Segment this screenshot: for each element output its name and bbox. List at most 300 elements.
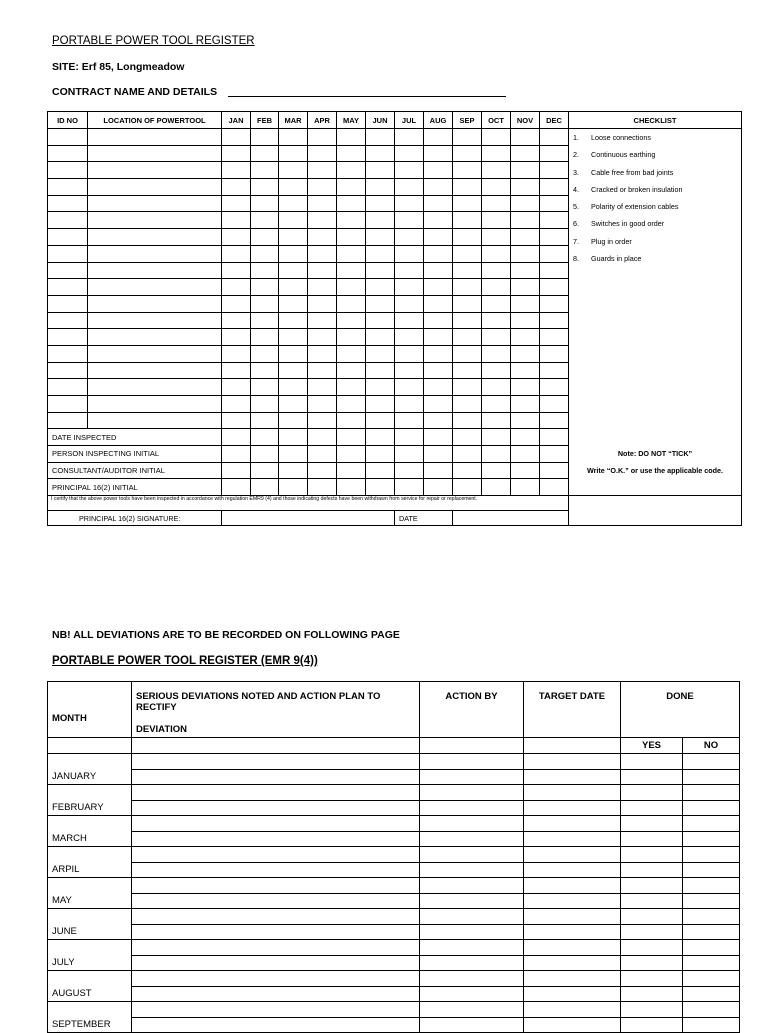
register-cell[interactable] (337, 212, 366, 229)
deviation-cell[interactable] (132, 878, 420, 894)
register-cell[interactable] (251, 162, 279, 179)
register-cell[interactable] (424, 312, 453, 329)
deviation-cell[interactable] (420, 800, 524, 816)
register-cell[interactable] (279, 245, 308, 262)
register-cell[interactable] (88, 262, 222, 279)
footer-cell[interactable] (453, 479, 482, 496)
register-cell[interactable] (337, 379, 366, 396)
deviation-cell[interactable] (524, 924, 621, 940)
register-cell[interactable] (251, 262, 279, 279)
register-cell[interactable] (482, 379, 511, 396)
deviation-cell[interactable] (683, 816, 740, 832)
deviation-cell[interactable] (621, 955, 683, 971)
register-cell[interactable] (540, 295, 569, 312)
footer-cell[interactable] (279, 446, 308, 463)
register-cell[interactable] (453, 195, 482, 212)
register-cell[interactable] (251, 179, 279, 196)
register-cell[interactable] (222, 129, 251, 146)
deviation-cell[interactable] (524, 1017, 621, 1033)
footer-cell[interactable] (251, 479, 279, 496)
register-cell[interactable] (222, 212, 251, 229)
register-cell[interactable] (222, 345, 251, 362)
footer-cell[interactable] (308, 446, 337, 463)
register-cell[interactable] (88, 295, 222, 312)
register-cell[interactable] (482, 412, 511, 429)
deviation-cell[interactable] (524, 955, 621, 971)
register-cell[interactable] (337, 362, 366, 379)
register-cell[interactable] (308, 412, 337, 429)
deviation-cell[interactable] (621, 940, 683, 956)
register-cell[interactable] (308, 129, 337, 146)
register-cell[interactable] (424, 362, 453, 379)
deviation-cell[interactable] (420, 816, 524, 832)
register-cell[interactable] (453, 229, 482, 246)
register-cell[interactable] (482, 162, 511, 179)
register-cell[interactable] (48, 345, 88, 362)
register-cell[interactable] (337, 279, 366, 296)
register-cell[interactable] (453, 412, 482, 429)
register-cell[interactable] (251, 362, 279, 379)
register-cell[interactable] (88, 345, 222, 362)
register-cell[interactable] (366, 329, 395, 346)
deviation-cell[interactable] (132, 893, 420, 909)
footer-cell[interactable] (279, 429, 308, 446)
register-cell[interactable] (540, 412, 569, 429)
deviation-cell[interactable] (524, 986, 621, 1002)
register-cell[interactable] (48, 329, 88, 346)
register-cell[interactable] (482, 345, 511, 362)
footer-cell[interactable] (222, 479, 251, 496)
footer-cell[interactable] (511, 462, 540, 479)
footer-cell[interactable] (337, 462, 366, 479)
deviation-cell[interactable] (524, 847, 621, 863)
footer-cell[interactable] (279, 479, 308, 496)
deviation-cell[interactable] (420, 754, 524, 770)
register-cell[interactable] (366, 362, 395, 379)
register-cell[interactable] (279, 312, 308, 329)
register-cell[interactable] (482, 312, 511, 329)
register-cell[interactable] (366, 212, 395, 229)
register-cell[interactable] (337, 295, 366, 312)
register-cell[interactable] (337, 312, 366, 329)
register-cell[interactable] (337, 396, 366, 413)
deviation-cell[interactable] (132, 754, 420, 770)
deviation-cell[interactable] (621, 754, 683, 770)
footer-cell[interactable] (251, 462, 279, 479)
register-cell[interactable] (424, 245, 453, 262)
register-cell[interactable] (337, 162, 366, 179)
register-cell[interactable] (48, 379, 88, 396)
footer-cell[interactable] (482, 479, 511, 496)
register-cell[interactable] (222, 262, 251, 279)
register-cell[interactable] (48, 412, 88, 429)
deviation-cell[interactable] (621, 1017, 683, 1033)
deviation-cell[interactable] (621, 862, 683, 878)
deviation-cell[interactable] (132, 940, 420, 956)
register-cell[interactable] (424, 396, 453, 413)
deviation-cell[interactable] (132, 971, 420, 987)
register-cell[interactable] (540, 129, 569, 146)
deviation-cell[interactable] (132, 847, 420, 863)
register-cell[interactable] (251, 379, 279, 396)
deviation-cell[interactable] (683, 769, 740, 785)
register-cell[interactable] (279, 162, 308, 179)
register-cell[interactable] (279, 262, 308, 279)
register-cell[interactable] (251, 329, 279, 346)
register-cell[interactable] (279, 412, 308, 429)
register-cell[interactable] (482, 129, 511, 146)
register-cell[interactable] (279, 145, 308, 162)
footer-cell[interactable] (337, 429, 366, 446)
register-cell[interactable] (222, 329, 251, 346)
deviation-cell[interactable] (621, 924, 683, 940)
deviation-cell[interactable] (683, 800, 740, 816)
deviation-cell[interactable] (420, 940, 524, 956)
register-cell[interactable] (88, 312, 222, 329)
deviation-cell[interactable] (683, 986, 740, 1002)
register-cell[interactable] (251, 145, 279, 162)
deviation-cell[interactable] (621, 785, 683, 801)
footer-cell[interactable] (424, 462, 453, 479)
register-cell[interactable] (251, 129, 279, 146)
deviation-cell[interactable] (524, 816, 621, 832)
register-cell[interactable] (482, 212, 511, 229)
register-cell[interactable] (251, 229, 279, 246)
register-cell[interactable] (88, 195, 222, 212)
register-cell[interactable] (540, 145, 569, 162)
register-cell[interactable] (251, 412, 279, 429)
register-cell[interactable] (251, 245, 279, 262)
register-cell[interactable] (453, 179, 482, 196)
register-cell[interactable] (511, 245, 540, 262)
footer-cell[interactable] (540, 429, 569, 446)
deviation-cell[interactable] (524, 831, 621, 847)
register-cell[interactable] (424, 279, 453, 296)
register-cell[interactable] (424, 195, 453, 212)
deviation-cell[interactable] (683, 862, 740, 878)
register-cell[interactable] (366, 145, 395, 162)
register-cell[interactable] (366, 379, 395, 396)
register-cell[interactable] (308, 295, 337, 312)
deviation-cell[interactable] (621, 893, 683, 909)
register-cell[interactable] (482, 329, 511, 346)
register-cell[interactable] (482, 396, 511, 413)
footer-cell[interactable] (395, 446, 424, 463)
register-cell[interactable] (395, 295, 424, 312)
register-cell[interactable] (366, 295, 395, 312)
register-cell[interactable] (222, 179, 251, 196)
footer-cell[interactable] (308, 429, 337, 446)
deviation-cell[interactable] (621, 986, 683, 1002)
register-cell[interactable] (48, 279, 88, 296)
register-cell[interactable] (366, 396, 395, 413)
register-cell[interactable] (511, 312, 540, 329)
register-cell[interactable] (88, 279, 222, 296)
register-cell[interactable] (453, 345, 482, 362)
register-cell[interactable] (48, 312, 88, 329)
footer-cell[interactable] (337, 446, 366, 463)
register-cell[interactable] (88, 245, 222, 262)
footer-cell[interactable] (540, 462, 569, 479)
deviation-cell[interactable] (683, 785, 740, 801)
register-cell[interactable] (222, 162, 251, 179)
register-cell[interactable] (88, 179, 222, 196)
register-cell[interactable] (482, 229, 511, 246)
register-cell[interactable] (395, 396, 424, 413)
deviation-cell[interactable] (420, 831, 524, 847)
deviation-cell[interactable] (132, 986, 420, 1002)
register-cell[interactable] (540, 262, 569, 279)
deviation-cell[interactable] (621, 847, 683, 863)
register-cell[interactable] (395, 145, 424, 162)
register-cell[interactable] (482, 295, 511, 312)
deviation-cell[interactable] (420, 909, 524, 925)
register-cell[interactable] (395, 345, 424, 362)
register-cell[interactable] (395, 362, 424, 379)
register-cell[interactable] (453, 396, 482, 413)
register-cell[interactable] (366, 262, 395, 279)
deviation-cell[interactable] (420, 785, 524, 801)
register-cell[interactable] (48, 262, 88, 279)
register-cell[interactable] (511, 345, 540, 362)
signature-field[interactable] (222, 511, 395, 526)
register-cell[interactable] (222, 245, 251, 262)
register-cell[interactable] (222, 279, 251, 296)
register-cell[interactable] (88, 162, 222, 179)
register-cell[interactable] (482, 179, 511, 196)
register-cell[interactable] (511, 229, 540, 246)
register-cell[interactable] (366, 345, 395, 362)
register-cell[interactable] (482, 362, 511, 379)
register-cell[interactable] (395, 229, 424, 246)
footer-cell[interactable] (366, 446, 395, 463)
register-cell[interactable] (279, 212, 308, 229)
register-cell[interactable] (511, 362, 540, 379)
register-cell[interactable] (366, 279, 395, 296)
deviation-cell[interactable] (683, 924, 740, 940)
footer-cell[interactable] (540, 446, 569, 463)
deviation-cell[interactable] (132, 862, 420, 878)
deviation-cell[interactable] (420, 1002, 524, 1018)
register-cell[interactable] (395, 412, 424, 429)
deviation-cell[interactable] (524, 800, 621, 816)
deviation-cell[interactable] (683, 955, 740, 971)
deviation-cell[interactable] (524, 769, 621, 785)
register-cell[interactable] (88, 129, 222, 146)
footer-cell[interactable] (366, 462, 395, 479)
register-cell[interactable] (337, 229, 366, 246)
register-cell[interactable] (337, 245, 366, 262)
register-cell[interactable] (395, 329, 424, 346)
deviation-cell[interactable] (132, 785, 420, 801)
register-cell[interactable] (251, 279, 279, 296)
register-cell[interactable] (308, 179, 337, 196)
register-cell[interactable] (424, 412, 453, 429)
register-cell[interactable] (424, 345, 453, 362)
register-cell[interactable] (540, 396, 569, 413)
register-cell[interactable] (540, 379, 569, 396)
deviation-cell[interactable] (683, 1017, 740, 1033)
register-cell[interactable] (279, 229, 308, 246)
register-cell[interactable] (251, 345, 279, 362)
register-cell[interactable] (482, 262, 511, 279)
deviation-cell[interactable] (132, 1002, 420, 1018)
register-cell[interactable] (337, 145, 366, 162)
register-cell[interactable] (511, 412, 540, 429)
register-cell[interactable] (48, 179, 88, 196)
register-cell[interactable] (540, 212, 569, 229)
register-cell[interactable] (511, 162, 540, 179)
register-cell[interactable] (453, 245, 482, 262)
register-cell[interactable] (337, 345, 366, 362)
footer-cell[interactable] (251, 446, 279, 463)
deviation-cell[interactable] (132, 831, 420, 847)
register-cell[interactable] (482, 245, 511, 262)
deviation-cell[interactable] (621, 831, 683, 847)
register-cell[interactable] (251, 212, 279, 229)
register-cell[interactable] (424, 179, 453, 196)
register-cell[interactable] (88, 145, 222, 162)
register-cell[interactable] (453, 329, 482, 346)
deviation-cell[interactable] (420, 986, 524, 1002)
register-cell[interactable] (453, 262, 482, 279)
footer-cell[interactable] (453, 462, 482, 479)
register-cell[interactable] (511, 279, 540, 296)
register-cell[interactable] (308, 245, 337, 262)
deviation-cell[interactable] (420, 924, 524, 940)
footer-cell[interactable] (424, 479, 453, 496)
register-cell[interactable] (511, 145, 540, 162)
footer-cell[interactable] (395, 462, 424, 479)
deviation-cell[interactable] (524, 1002, 621, 1018)
register-cell[interactable] (337, 262, 366, 279)
footer-cell[interactable] (279, 462, 308, 479)
register-cell[interactable] (395, 262, 424, 279)
footer-cell[interactable] (222, 462, 251, 479)
footer-cell[interactable] (366, 429, 395, 446)
deviation-cell[interactable] (524, 754, 621, 770)
deviation-cell[interactable] (420, 1017, 524, 1033)
register-cell[interactable] (395, 212, 424, 229)
register-cell[interactable] (308, 262, 337, 279)
register-cell[interactable] (251, 312, 279, 329)
footer-cell[interactable] (337, 479, 366, 496)
register-cell[interactable] (424, 379, 453, 396)
deviation-cell[interactable] (132, 955, 420, 971)
footer-cell[interactable] (482, 462, 511, 479)
register-cell[interactable] (395, 162, 424, 179)
register-cell[interactable] (279, 179, 308, 196)
register-cell[interactable] (308, 195, 337, 212)
register-cell[interactable] (48, 162, 88, 179)
deviation-cell[interactable] (132, 1017, 420, 1033)
register-cell[interactable] (48, 396, 88, 413)
register-cell[interactable] (453, 145, 482, 162)
register-cell[interactable] (308, 229, 337, 246)
deviation-cell[interactable] (132, 924, 420, 940)
register-cell[interactable] (511, 329, 540, 346)
register-cell[interactable] (453, 295, 482, 312)
register-cell[interactable] (222, 379, 251, 396)
footer-cell[interactable] (511, 429, 540, 446)
deviation-cell[interactable] (683, 940, 740, 956)
register-cell[interactable] (424, 329, 453, 346)
deviation-cell[interactable] (621, 971, 683, 987)
register-cell[interactable] (482, 195, 511, 212)
register-cell[interactable] (308, 345, 337, 362)
register-cell[interactable] (88, 379, 222, 396)
footer-cell[interactable] (395, 479, 424, 496)
register-cell[interactable] (395, 245, 424, 262)
register-cell[interactable] (395, 179, 424, 196)
register-cell[interactable] (453, 129, 482, 146)
footer-cell[interactable] (482, 429, 511, 446)
deviation-cell[interactable] (683, 754, 740, 770)
deviation-cell[interactable] (132, 909, 420, 925)
footer-cell[interactable] (453, 429, 482, 446)
register-cell[interactable] (88, 396, 222, 413)
register-cell[interactable] (482, 279, 511, 296)
register-cell[interactable] (366, 412, 395, 429)
deviation-cell[interactable] (524, 940, 621, 956)
register-cell[interactable] (453, 379, 482, 396)
register-cell[interactable] (424, 162, 453, 179)
register-cell[interactable] (279, 362, 308, 379)
register-cell[interactable] (88, 229, 222, 246)
register-cell[interactable] (424, 129, 453, 146)
register-cell[interactable] (88, 412, 222, 429)
register-cell[interactable] (222, 396, 251, 413)
deviation-cell[interactable] (420, 847, 524, 863)
register-cell[interactable] (453, 362, 482, 379)
footer-cell[interactable] (511, 479, 540, 496)
register-cell[interactable] (366, 229, 395, 246)
register-cell[interactable] (279, 295, 308, 312)
footer-cell[interactable] (251, 429, 279, 446)
register-cell[interactable] (48, 195, 88, 212)
register-cell[interactable] (308, 329, 337, 346)
footer-cell[interactable] (540, 479, 569, 496)
register-cell[interactable] (251, 295, 279, 312)
register-cell[interactable] (540, 345, 569, 362)
deviation-cell[interactable] (420, 971, 524, 987)
footer-cell[interactable] (222, 446, 251, 463)
register-cell[interactable] (48, 212, 88, 229)
register-cell[interactable] (222, 195, 251, 212)
register-cell[interactable] (511, 379, 540, 396)
deviation-cell[interactable] (621, 816, 683, 832)
register-cell[interactable] (337, 179, 366, 196)
register-cell[interactable] (88, 329, 222, 346)
register-cell[interactable] (337, 329, 366, 346)
register-cell[interactable] (279, 345, 308, 362)
register-cell[interactable] (424, 229, 453, 246)
deviation-cell[interactable] (683, 831, 740, 847)
register-cell[interactable] (308, 362, 337, 379)
register-cell[interactable] (424, 262, 453, 279)
register-cell[interactable] (251, 396, 279, 413)
register-cell[interactable] (424, 212, 453, 229)
footer-cell[interactable] (222, 429, 251, 446)
deviation-cell[interactable] (524, 862, 621, 878)
register-cell[interactable] (337, 412, 366, 429)
register-cell[interactable] (424, 295, 453, 312)
register-cell[interactable] (222, 145, 251, 162)
register-cell[interactable] (308, 145, 337, 162)
register-cell[interactable] (395, 279, 424, 296)
date-field[interactable] (453, 511, 569, 526)
register-cell[interactable] (395, 379, 424, 396)
